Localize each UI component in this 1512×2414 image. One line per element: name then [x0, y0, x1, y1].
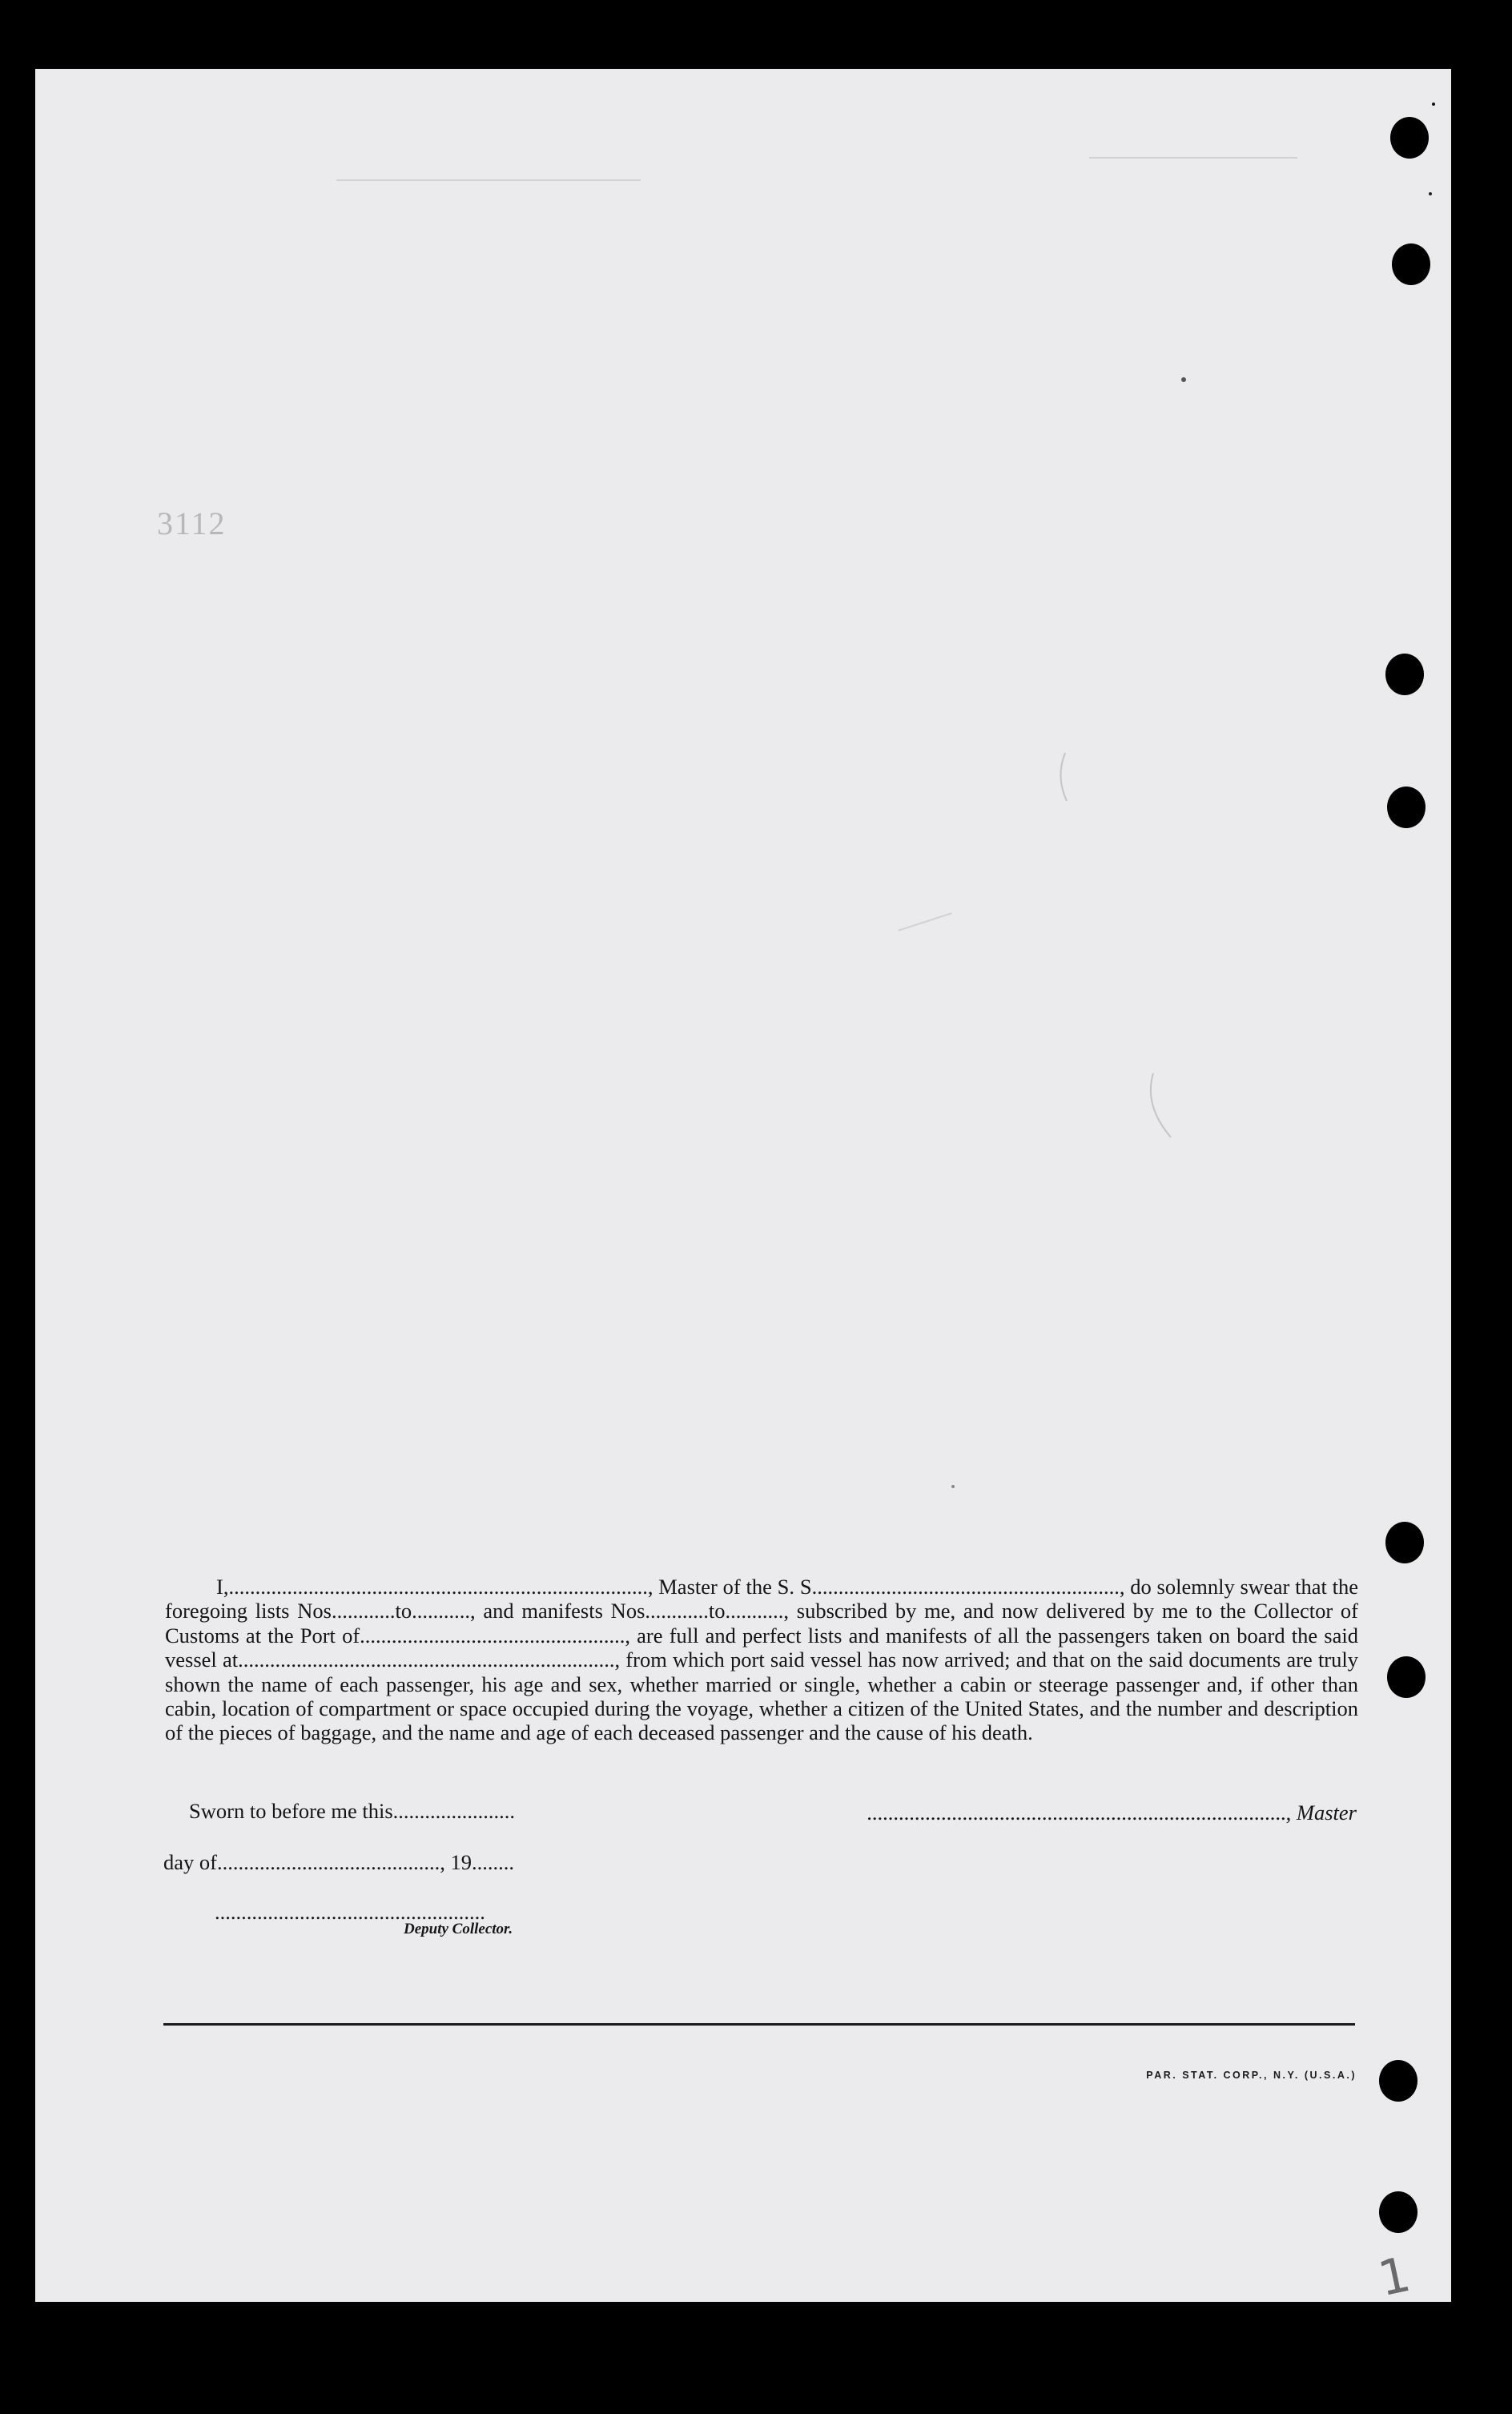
printer-imprint: PAR. STAT. CORP., N.Y. (U.S.A.) [1146, 2070, 1357, 2081]
master-label: Master [1296, 1800, 1357, 1825]
sworn-line: Sworn to before me this....................... [189, 1799, 516, 1823]
master-signature-line [867, 1800, 1357, 1825]
master-oath-paragraph: I,..............................................................................., Master of the S. S.........................................................., do solemnly swear that the foregoing lists Nos............to..........., and manifests Nos............to..........., subscribed by me, and now delivered by me to the Collector of Customs at the Port of.................................................., are full and perfect lists and manifests of all the passengers taken on board the said vessel at......................................................................., from which port said vessel has now arrived; and that on the said documents are truly shown the name of each passenger, his age and sex, whether married or single, whether a cabin or steerage passenger and, if other than cabin, location of compartment or space occupied during the voyage, whether a citizen of the United States, and the number and description of the pieces of baggage, and the name and age of each deceased passenger and the cause of his death. [165, 1575, 1358, 1745]
bottom-rule-divider [163, 2023, 1355, 2026]
pencil-mark: 1 [1373, 2246, 1416, 2308]
day-of-line: day of.........................................., 19........ [163, 1850, 514, 1874]
master-signature-dots: ..............................................................................., [867, 1800, 1297, 1825]
deputy-collector-label: Deputy Collector. [404, 1921, 513, 1937]
faint-stamp-mark: 3112 [157, 505, 227, 541]
deputy-signature-dots: ................................................... [215, 1900, 485, 1924]
